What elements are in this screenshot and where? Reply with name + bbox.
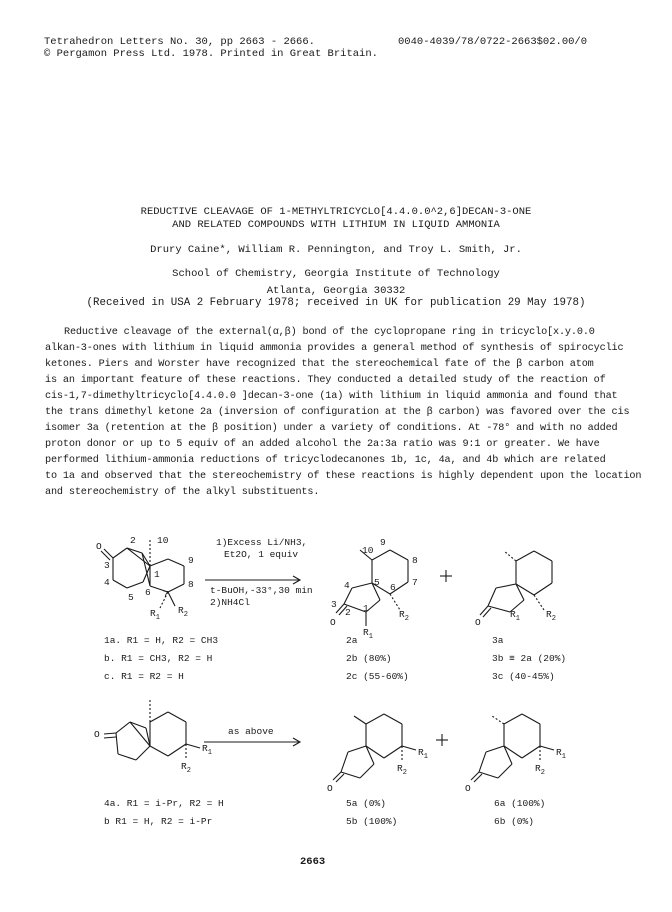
p2-label-8: 8 — [412, 555, 418, 566]
atom-label-R2: $R_2$ — [178, 605, 188, 619]
compound-entry: 2b (80%) — [346, 653, 392, 664]
p5-label-R1: $R_1$ — [418, 747, 428, 761]
p3-label-R2: $R_2$ — [546, 609, 556, 623]
p2-label-O: O — [330, 617, 336, 628]
p2-label-1: 1 — [363, 603, 369, 614]
s2-label-R1: $R_1$ — [202, 743, 212, 757]
p2-label-9: 9 — [380, 537, 386, 548]
conditions-line2: Et2O, 1 equiv — [224, 549, 299, 560]
body-line: performed lithium-ammonia reductions of tricyclodecanones 1b, 1c, 4a, and 4b which are related — [45, 455, 606, 466]
body-line: ketones. Piers and Worster have recognized that the stereochemical fate of the β carbon atom — [45, 359, 594, 370]
p6-label-R1: $R_1$ — [556, 747, 566, 761]
body-line: to 1a and observed that the stereochemistry of these reactions is highly dependent upon the location — [45, 471, 642, 482]
p6-label-R2: $R_2$ — [535, 763, 545, 777]
affiliation-line1: School of Chemistry, Georgia Institute of Technology — [172, 268, 500, 280]
conditions-line3: t-BuOH,-33°,30 min — [210, 585, 313, 596]
p2-label-R2: $R_2$ — [399, 609, 409, 623]
atom-label-5: 5 — [128, 592, 134, 603]
atom-label-3: 3 — [104, 560, 110, 571]
p2-label-R1: $R_1$ — [363, 627, 373, 641]
body-line: alkan-3-ones with lithium in liquid ammonia provides a general method of synthesis of spirocyclic — [45, 343, 624, 354]
compound-entry: 6a (100%) — [494, 798, 546, 809]
compound-entry: 5b (100%) — [346, 816, 398, 827]
compound-entry: 2a — [346, 635, 358, 646]
p2-label-10: 10 — [362, 545, 374, 556]
structure-3 — [480, 551, 552, 617]
compound-entry: 3c (40-45%) — [492, 671, 555, 682]
compound-entry: b R1 = H, R2 = i-Pr — [104, 816, 213, 827]
body-line: Reductive cleavage of the external(α,β) bond of the cyclopropane ring in tricyclo[x.y.0.0 — [64, 327, 595, 338]
atom-label-10: 10 — [157, 535, 169, 546]
received-dates: (Received in USA 2 February 1978; received in UK for publication 29 May 1978) — [86, 297, 586, 309]
body-line: proton donor or up to 5 equiv of an added alcohol the 2a:3a ratio was 9:1 or greater. We have — [45, 439, 600, 450]
publisher-line: © Pergamon Press Ltd. 1978. Printed in Great Britain. — [44, 48, 378, 60]
compound-entry: 5a (0%) — [346, 798, 386, 809]
scheme2-conditions: as above — [228, 726, 274, 737]
p3-label-R1: $R_1$ — [510, 609, 520, 623]
atom-label-2: 2 — [130, 535, 136, 546]
compound-entry: b. R1 = CH3, R2 = H — [104, 653, 213, 664]
p3-label-O: O — [475, 617, 481, 628]
s2-label-R2: $R_2$ — [181, 761, 191, 775]
p5-label-R2: $R_2$ — [397, 763, 407, 777]
affiliation-line2: Atlanta, Georgia 30332 — [266, 285, 406, 297]
body-line: the trans dimethyl ketone 2a (inversion of configuration at the β carbon) was favored over the cis — [45, 407, 630, 418]
compound-entry: 2c (55-60%) — [346, 671, 409, 682]
atom-label-7: 7 — [163, 589, 169, 600]
compound-entry: c. R1 = R2 = H — [104, 671, 184, 682]
structure-4 — [104, 700, 200, 760]
article-title-line1: REDUCTIVE CLEAVAGE OF 1-METHYLTRICYCLO[4.4.0.0^2,6]DECAN-3-ONE — [140, 206, 532, 218]
body-line: cis-1,7-dimethyltricyclo[4.4.0.0 ]decan-3-one (1a) with lithium in liquid ammonia and found that — [45, 391, 618, 402]
authors: Drury Caine*, William R. Pennington, and Troy L. Smith, Jr. — [150, 244, 522, 256]
p2-label-4: 4 — [344, 580, 350, 591]
article-title-line2: AND RELATED COMPOUNDS WITH LITHIUM IN LIQUID AMMONIA — [172, 219, 500, 231]
conditions-line4: 2)NH4Cl — [210, 597, 250, 608]
body-line: is an important feature of these reactions. They conducted a detailed study of the reaction of — [45, 375, 606, 386]
p2-label-2: 2 — [345, 607, 351, 618]
p5-label-O: O — [327, 783, 333, 794]
p6-label-O: O — [465, 783, 471, 794]
compound-entry: 4a. R1 = i-Pr, R2 = H — [104, 798, 224, 809]
atom-label-1: 1 — [154, 569, 160, 580]
structure-1 — [101, 540, 184, 608]
s2-label-O: O — [94, 729, 100, 740]
p2-label-6: 6 — [390, 582, 396, 593]
compound-entry: 3b ≡ 2a (20%) — [492, 653, 567, 664]
p2-label-5: 5 — [374, 577, 380, 588]
journal-line: Tetrahedron Letters No. 30, pp 2663 - 2666. — [44, 36, 315, 48]
compound-entry: 6b (0%) — [494, 816, 534, 827]
page-number: 2663 — [300, 856, 326, 868]
atom-label-9: 9 — [188, 555, 194, 566]
body-line: isomer 3a (retention at the β position) under a variety of conditions. At -78° and with no added — [45, 423, 618, 434]
compound-entry: 1a. R1 = H, R2 = CH3 — [104, 635, 219, 646]
conditions-line1: 1)Excess Li/NH3, — [216, 537, 308, 548]
atom-label-6: 6 — [145, 587, 151, 598]
p2-label-7: 7 — [412, 577, 418, 588]
atom-label-8: 8 — [188, 579, 194, 590]
article-code: 0040-4039/78/0722-2663$02.00/0 — [398, 36, 588, 48]
p2-label-3: 3 — [331, 599, 337, 610]
atom-label-O: O — [96, 541, 102, 552]
compound-entry: 3a — [492, 635, 504, 646]
atom-label-R1: $R_1$ — [150, 608, 160, 622]
body-line: and stereochemistry of the alkyl substituents. — [45, 487, 320, 498]
atom-label-4: 4 — [104, 577, 110, 588]
